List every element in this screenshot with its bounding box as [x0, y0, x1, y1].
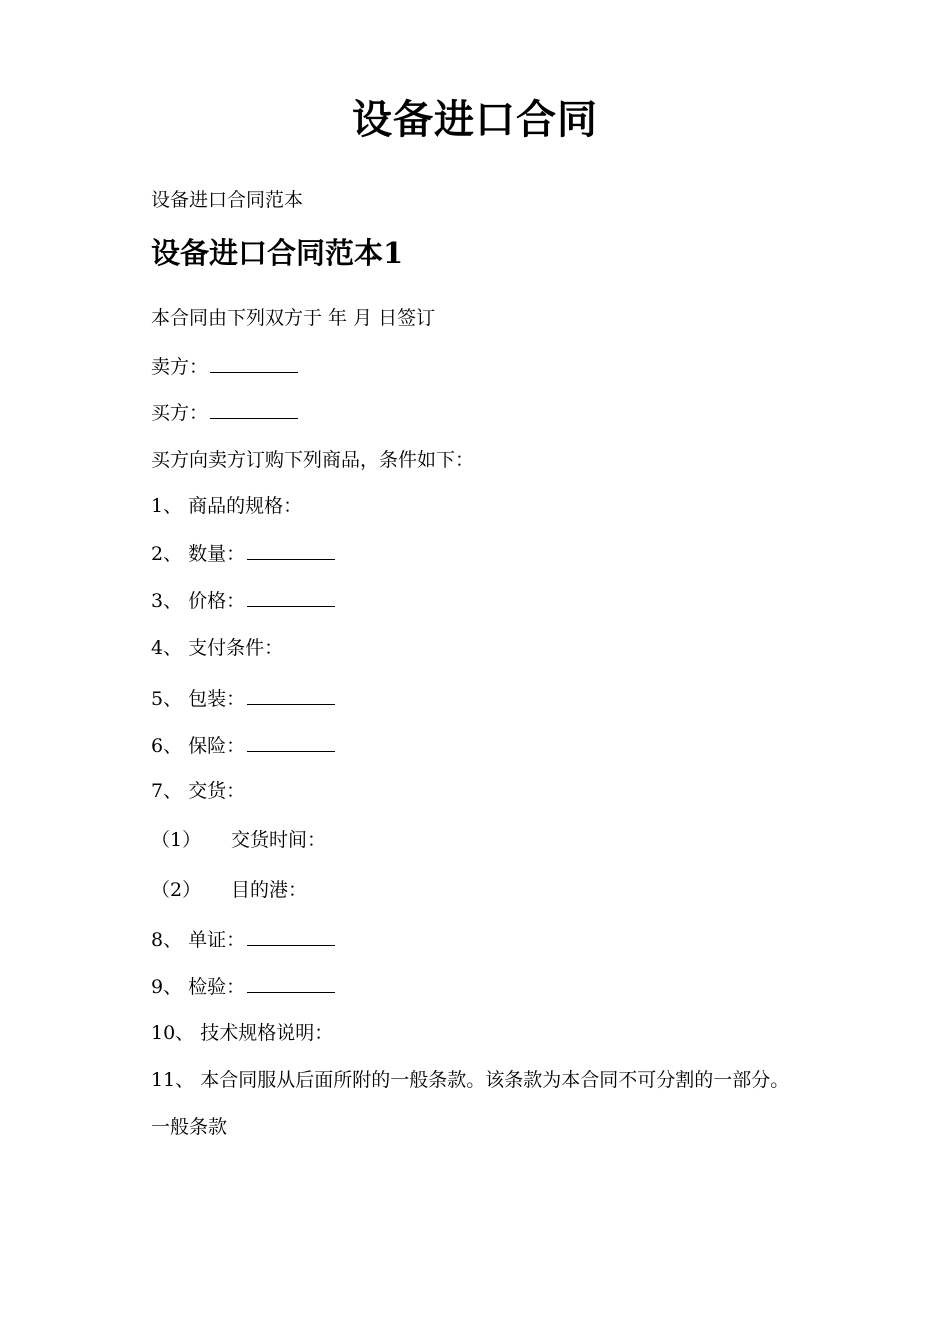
section-heading: 设备进口合同范本1 — [151, 236, 404, 270]
list-item: 1、 商品的规格： — [151, 495, 303, 517]
list-item: 7、 交货： — [151, 780, 246, 802]
item-blank — [247, 586, 335, 607]
seller-label: 卖方： — [151, 356, 209, 378]
item-blank — [247, 684, 335, 705]
closing-line: 一般条款 — [151, 1116, 228, 1138]
list-item: 8、 单证： — [151, 925, 335, 954]
sub-item: （2） 目的港： — [151, 879, 308, 901]
buyer-blank — [210, 398, 298, 419]
list-item: 4、 支付条件： — [151, 637, 284, 659]
document-title: 设备进口合同 — [352, 96, 598, 143]
order-line: 买方向卖方订购下列商品，条件如下： — [151, 449, 475, 471]
buyer-line — [151, 398, 298, 427]
list-item: 10、 技术规格说明： — [151, 1022, 334, 1044]
item-blank — [247, 925, 335, 946]
buyer-label: 买方： — [151, 402, 209, 424]
list-item: 9、 检验： — [151, 972, 335, 1001]
list-item: 11、 本合同服从后面所附的一般条款。该条款为本合同不可分割的一部分。 — [151, 1069, 790, 1091]
item-blank — [247, 731, 335, 752]
seller-line — [151, 352, 298, 381]
intro-line: 本合同由下列双方于 年 月 日签订 — [151, 307, 436, 329]
sub-item: （1） 交货时间： — [151, 829, 327, 851]
list-item: 3、 价格： — [151, 586, 335, 615]
list-item: 5、 包装： — [151, 684, 335, 713]
item-blank — [247, 972, 335, 993]
seller-blank — [210, 352, 298, 373]
item-blank — [247, 539, 335, 560]
list-item: 2、 数量： — [151, 539, 335, 568]
document-subtitle: 设备进口合同范本 — [151, 189, 304, 211]
list-item: 6、 保险： — [151, 731, 335, 760]
